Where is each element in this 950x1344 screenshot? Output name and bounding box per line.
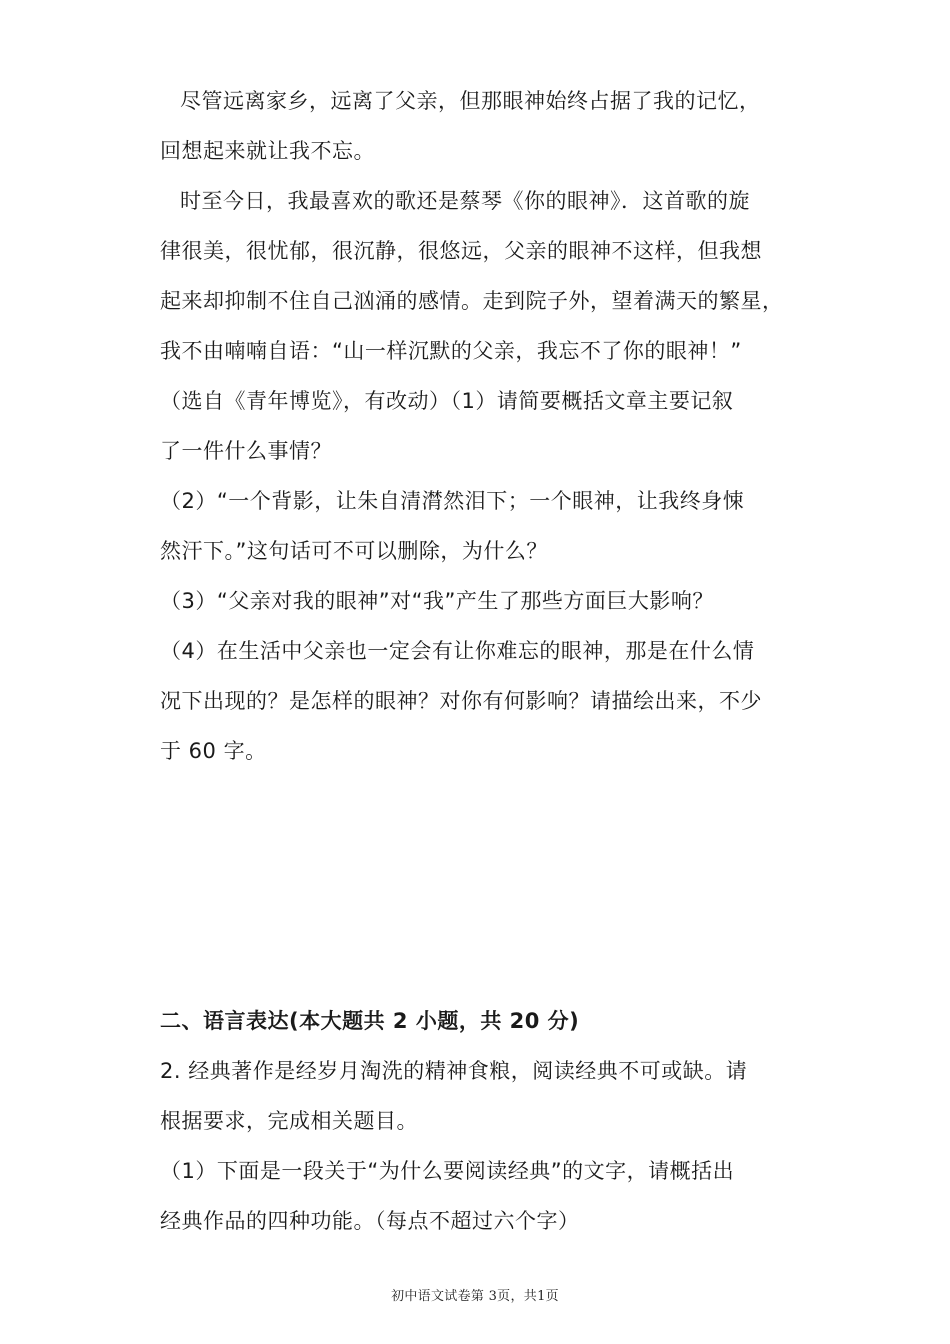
- question-line-1: （选自《青年博览》，有改动）（1）请简要概括文章主要记叙: [160, 389, 734, 413]
- question-line-3: （2）“一个背影，让朱自清潸然泪下；一个眼神，让我终身悚: [160, 489, 745, 513]
- section2-line-4: 经典作品的四种功能。（每点不超过六个字）: [160, 1209, 580, 1233]
- question-line-8: 于 60 字。: [160, 739, 267, 763]
- question-line-4: 然汗下。”这句话可不可以删除，为什么？: [160, 539, 548, 563]
- passage-line-6: 我不由喃喃自语：“山一样沉默的父亲，我忘不了你的眼神！”: [160, 339, 742, 363]
- passage-line-2: 回想起来就让我不忘。: [160, 139, 375, 163]
- section2-line-1: 2. 经典著作是经岁月淘洗的精神食粮，阅读经典不可或缺。请: [160, 1059, 748, 1083]
- question-line-5: （3）“父亲对我的眼神”对“我”产生了那些方面巨大影响？: [160, 589, 714, 613]
- passage-line-3: 时至今日，我最喜欢的歌还是蔡琴《你的眼神》．这首歌的旋: [180, 189, 750, 213]
- section2-line-2: 根据要求，完成相关题目。: [160, 1109, 418, 1133]
- passage-line-5: 起来却抑制不住自己汹涌的感情。走到院子外，望着满天的繁星，: [160, 289, 784, 313]
- page-footer: 初中语文试卷第 3页，共1页: [391, 1289, 559, 1304]
- section2-line-3: （1）下面是一段关于“为什么要阅读经典”的文字，请概括出: [160, 1159, 735, 1183]
- question-line-2: 了一件什么事情？: [160, 439, 332, 463]
- question-line-6: （4）在生活中父亲也一定会有让你难忘的眼神，那是在什么情: [160, 639, 755, 663]
- passage-line-4: 律很美，很忧郁，很沉静，很悠远，父亲的眼神不这样，但我想: [160, 239, 762, 263]
- question-line-7: 况下出现的？是怎样的眼神？对你有何影响？请描绘出来，不少: [160, 689, 762, 713]
- section-heading: 二、语言表达(本大题共 2 小题，共 20 分): [160, 1009, 580, 1033]
- passage-line-1: 尽管远离家乡，远离了父亲，但那眼神始终占据了我的记忆，: [180, 89, 761, 113]
